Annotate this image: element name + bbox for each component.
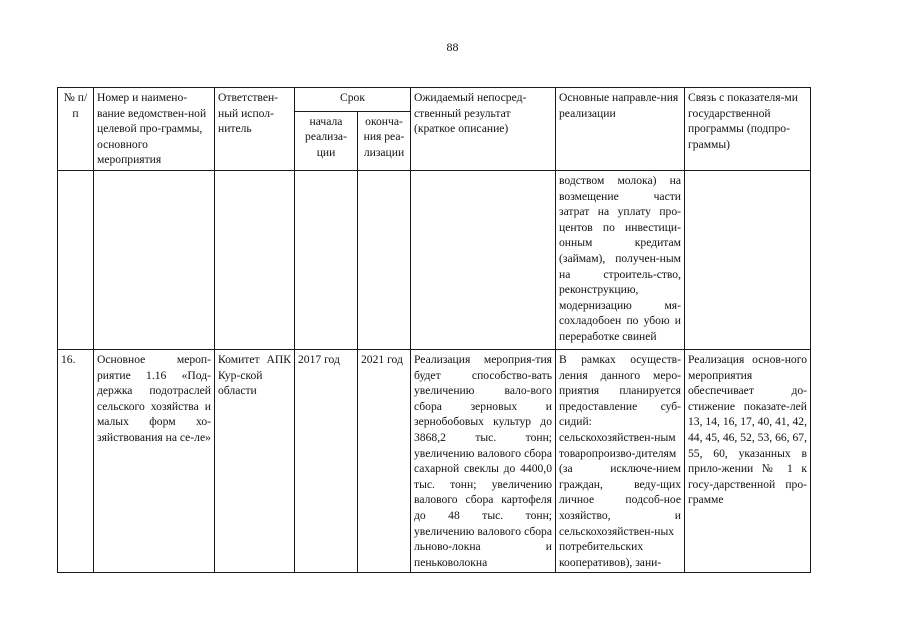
cell-empty xyxy=(94,170,215,349)
cell-link: Реализация основ-ного мероприятия обеспечивает до-стижение показате-лей 13, 14, 16, 17, 40, 41, 42, 44, 45, 46, 52, 53, 66, 67, 55, 60, указанных в прило-жении № 1 к госу-дарственной про-грамме xyxy=(685,349,811,572)
header-term-start: начала реализа-ции xyxy=(295,111,358,170)
header-executor: Ответствен-ный испол-нитель xyxy=(215,88,295,171)
cell-empty xyxy=(215,170,295,349)
cell-empty xyxy=(58,170,94,349)
cell-directions-continued: водством молока) на возмещение части затрат на уплату про-центов по инвестици-онным кредитам (займам), получен-ным на строитель-ство, реконструкцию, модернизацию мя-сохладобоен по убою и переработке свиней xyxy=(556,170,685,349)
header-link: Связь с показателя-ми государственной программы (подпро-граммы) xyxy=(685,88,811,171)
table-row-16 xyxy=(58,349,811,572)
header-num: № п/п xyxy=(58,88,94,171)
cell-empty xyxy=(685,170,811,349)
header-program: Номер и наимено-вание ведомствен-ной целевой про-граммы, основного мероприятия xyxy=(94,88,215,171)
header-result: Ожидаемый непосред-ственный результат (краткое описание) xyxy=(411,88,556,171)
cell-directions: В рамках осуществ-ления данного меро-приятия планируется предоставление суб-сидий: сельскохозяйствен-ным товаропроизво-дителям (за исключе-нием граждан, веду-щих личное подсоб-ное хозяйство, и сельскохозяйствен-ных потребительских кооперативов), зани- xyxy=(556,349,685,572)
cell-empty xyxy=(295,170,358,349)
header-directions: Основные направле-ния реализации xyxy=(556,88,685,171)
table-row-continuation xyxy=(58,170,811,349)
cell-num: 16. xyxy=(58,349,94,572)
page-number: 88 xyxy=(446,40,459,54)
header-term: Срок xyxy=(295,88,411,112)
cell-result: Реализация мероприя-тия будет способство-вать увеличению вало-вого сбора зерновых и зернобобовых культур до 3868,2 тыс. тонн; увеличению валового сбора сахарной свеклы до 4400,0 тыс. тонн; увеличению валового сбора картофеля до 48 тыс. тонн; увеличению валового сбора льново-локна и пеньковолокна xyxy=(411,349,556,572)
cell-executor: Комитет АПК Кур-ской области xyxy=(215,349,295,572)
cell-empty xyxy=(411,170,556,349)
header-row xyxy=(58,88,811,112)
cell-program: Основное мероп-риятие 1.16 «Под-держка подотраслей сельского хозяйства и малых форм хо-зяйствования на се-ле» xyxy=(94,349,215,572)
cell-term-start: 2017 год xyxy=(295,349,358,572)
cell-term-end: 2021 год xyxy=(358,349,411,572)
cell-empty xyxy=(358,170,411,349)
header-term-end: оконча-ния реа-лизации xyxy=(358,111,411,170)
program-table xyxy=(57,87,811,573)
